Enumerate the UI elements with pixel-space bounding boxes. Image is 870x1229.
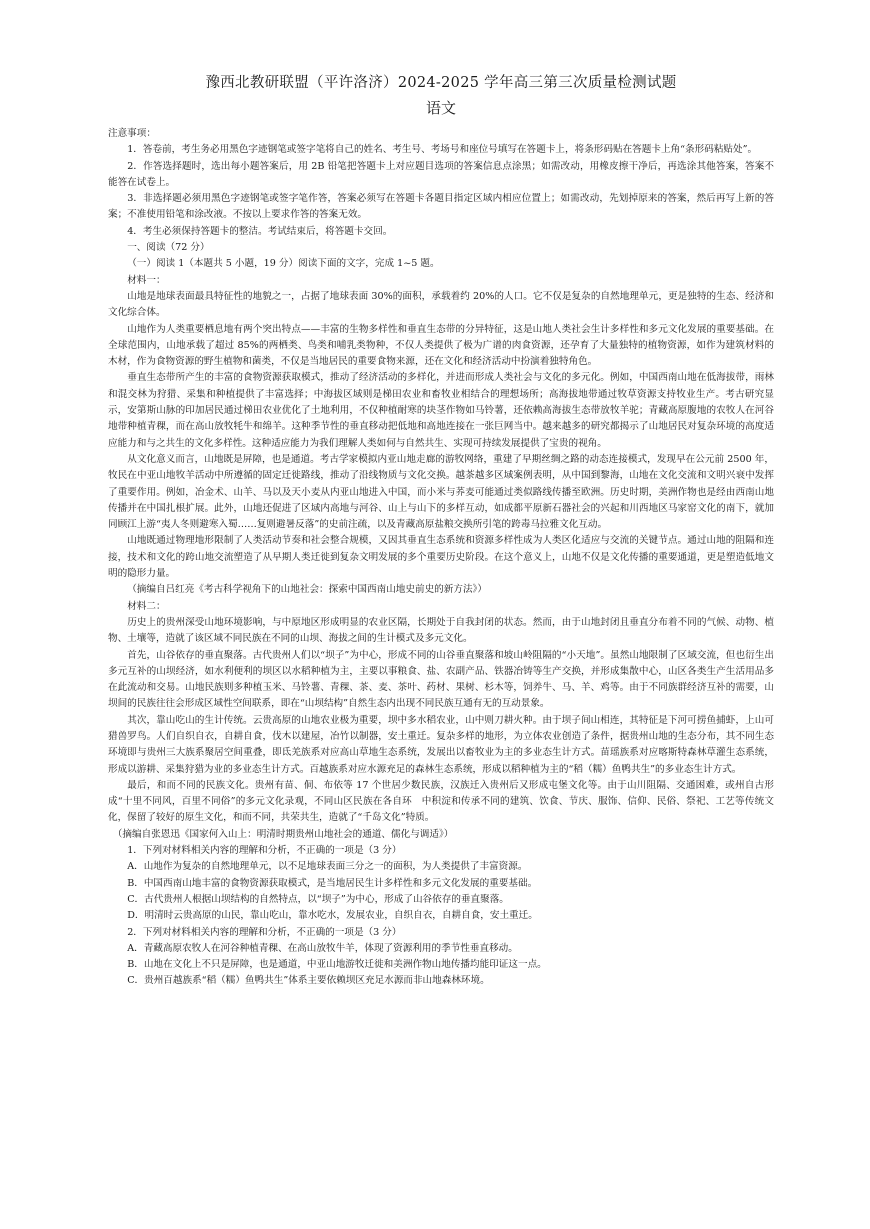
material-1-paragraph: 从文化意义而言，山地既是屏障，也是通道。考古学家模拟内亚山地走廊的游牧网络，重建了早期丝绸之路的动态连接模式，发现早在公元前 2500 年，牧民在中亚山地牧羊活动中所遵循的固定迁徙路线，推动了沿线物质与文化交换。越茶越多区域案例表明，从中国到黎海，山地在文化交流和文明兴衰中发挥了重要作用。例如，冶金术、山羊、马以及天小麦从内亚山地进入中国，而小米与荞麦可能通过类似路线传播至欧洲。历史时期，美洲作物也是经由西南山地传播并在中国扎根扩展。此外，山地还促进了区域内高地与河谷、山上与山下的多样互动，如成都平原新石器社会的兴起和川西地区马家窑文化的南下，就加同顾江上游“夷人冬则避寒入蜀……复则避暑反落”的史前注疏，以及青藏高原盐粮交换所引笔的跨毒马拉雅文化互动。 (108, 453, 774, 531)
notice-item-1: 1．答卷前，考生务必用黑色字迹钢笔或签字笔将自己的姓名、考生号、考场号和座位号填写在答题卡上，将条形码贴在答题卡上角“条形码粘贴处”。 (127, 144, 758, 156)
section-heading: 一、阅读（72 分） (127, 242, 210, 254)
question-2-option-c: C．贵州百越族系“稻（糯）鱼鸭共生”体系主要依赖坝区充足水源而非山地森林环境。 (127, 975, 490, 987)
material-2-paragraph: 最后，和而不同的民族文化。贵州有苗、侗、布依等 17 个世居少数民族，汉族迁入贵州后又形成屯堡文化等。由于山川阻隔、交通困难，或州自古形成“十里不同风，百里不同俗”的多元文化录观，不同山区民族在各自环 中积淀和传承不同的建筑、饮食、节庆、服饰、信仰、民俗、祭祀、工艺等传统文化，保留了较好的原生文化，和而不同，共荣共生，造就了“千岛文化”特质。 (108, 779, 774, 824)
notice-item-3: 3．非选择题必须用黑色字迹钢笔或签字笔作答，答案必须写在答题卡各题目指定区域内相应位置上；如需改动，先划掉原来的答案，然后再写上新的答案；不准使用铅笔和涂改液。不按以上要求作答的答案无效。 (108, 193, 774, 221)
material-1-paragraph: 垂直生态带所产生的丰富的食物资源获取模式，推动了经济活动的多样化，并进而形成人类社会与文化的多元化。例如，中国西南山地在低海拔带，雨林和混交林为狩猎、采集和种植提供了丰富选择；中海拔区域则是梯田农业和畜牧业相结合的理想场所；高海拔地带通过牧草资源支持牧业生产。考古研究显示，安第斯山脉的印加居民通过梯田农业优化了土地利用，不仅种植耐寒的块茎作物如马铃薯，还依赖高海拔生态带放牧羊驼；青藏高原腹地的农牧人在河谷地带种植青稞，而在高山放牧牦牛和绵羊。这种季节性的垂直移动把低地和高地连接在一张巨网当中。越来越多的研究都揭示了山地居民对复杂环境的高度适应能力和与之共生的文化多样性。这种适应能力为我们理解人类如何与自然共生、实现可持续发展提供了宝贵的视角。 (108, 372, 774, 449)
question-2-option-a: A．青藏高原农牧人在河谷种植青稞、在高山放牧牛羊，体现了资源利用的季节性垂直移动。 (127, 942, 518, 954)
material-1-source: （摘编自吕红亮《考古科学视角下的山地社会：探索中国西南山地史前史的新方法》） (127, 584, 487, 596)
notice-item-4: 4．考生必须保持答题卡的整洁。考试结束后，将答题卡交回。 (127, 225, 393, 237)
question-2-option-b: B．山地在文化上不只是屏障，也是通道，中亚山地游牧迁徙和美洲作物山地传播均能印证这一点。 (127, 959, 547, 971)
material-2-paragraph: 其次，靠山吃山的生计传统。云贵高原的山地农业极为重要，坝中多水稻农业，山中则刀耕火种。由于坝子间山相连，其特征是下河可捞鱼捕虾，上山可猎兽罗鸟。人们自织自衣，自耕自食，伐木以建屋，冶竹以制器，安土重迁。复杂多样的地形，为立体农业创造了条件，据贵州山地的生态分布，其不同生态环境即与贵州三大族系聚居空间重叠，即氐羌族系对应高山草地生态系统，发展出以畜牧业为主的多业态生计方式。苗瑶族系对应喀斯特森林草灌生态系统，形成以游耕、采集狩猎为业的多业态生计方式。百越族系对应水源充足的森林生态系统，形成以稻种植为主的“稻（糯）鱼鸭共生”的多业态生计方式。 (108, 714, 774, 775)
notice-item-2: 2．作答选择题时，选出每小题答案后，用 2B 铅笔把答题卡上对应题目选项的答案信息点涂黑；如需改动，用橡皮擦干净后，再选涂其他答案，答案不能答在试卷上。 (108, 160, 774, 188)
exam-title: 豫西北教研联盟（平许洛济）2024-2025 学年高三第三次质量检测试题 (205, 75, 677, 91)
material-1-paragraph: 山地作为人类重要栖息地有两个突出特点——丰富的生物多样性和垂直生态带的分异特征，这是山地人类社会生计多样性和多元文化发展的重要基础。在全球范围内，山地承载了超过 85%的两栖类、鸟类和哺乳类物种，不仅人类提供了极为广谱的肉食资源，还孕育了大量独特的植物资源，如作为建筑材料的木材，作为食物资源的野生植物和菌类，不仅是当地居民的重要食物来源，还在文化和经济活动中扮演着独特角色。 (108, 323, 774, 368)
material-1-paragraph: 山地是地球表面最具特征性的地貌之一，占据了地球表面 30%的面积，承载着约 20%的人口。它不仅是复杂的自然地理单元，更是独特的生态、经济和文化综合体。 (108, 290, 774, 319)
material-2-label: 材料二： (127, 600, 166, 612)
material-2-paragraph: 历史上的贵州深受山地环境影响，与中原地区形成明显的农业区隔，长期处于自我封闭的状态。然而，由于山地封闭且垂直分布着不同的气候、动物、植物、土壤等，造就了该区域不同民族在不同的山坝、海拔之间的生计模式及多元文化。 (108, 616, 774, 645)
material-1-label: 材料一： (127, 274, 166, 286)
question-1-option-b: B．中国西南山地丰富的食物资源获取模式，是当地居民生计多样性和多元文化发展的重要基础。 (127, 877, 538, 889)
question-2-stem: 2．下列对材料相关内容的理解和分析，不正确的一项是（3 分） (127, 926, 402, 938)
question-1-option-a: A．山地作为复杂的自然地理单元，以不足地球表面三分之一的面积，为人类提供了丰富资源。 (127, 861, 528, 873)
question-1-stem: 1．下列对材料相关内容的理解和分析，不正确的一项是（3 分） (127, 845, 402, 857)
material-2-source: （摘编自张恩迅《国家何入山上：明清时期贵州山地社会的通道、儒化与调适》） (112, 828, 454, 840)
exam-subject: 语文 (425, 99, 456, 117)
question-1-option-c: C．古代贵州人根据山坝结构的自然特点，以“坝子”为中心，形成了山谷依存的垂直聚落。 (127, 893, 509, 905)
part-instruction: （一）阅读 1（本题共 5 小题，19 分）阅读下面的文字，完成 1~5 题。 (127, 258, 440, 270)
material-2-paragraph: 首先，山谷依存的垂直聚落。古代贵州人们以“坝子”为中心，形成不同的山谷垂直聚落和坡山岭阻隔的“小天地”。虽然山地限制了区域交流，但也衍生出多元互补的山坝经济，如水利便利的坝区以水稻种植为主，主要以事粮食、盐、农副产品、铁器冶铸等生产交换，并形成集散中心，山区各类生产生活用品多在此流动和交易。山地民族则多种植玉米、马铃薯、青稞、茶、麦、茶叶、药材、果树、杉木等，饲养牛、马、羊、鸡等。由于不同族群经济互补的需要，山坝间的民族往往会形成区域性空间联系，即在“山坝结构”自然生态内出现不同民族互通有无的互动景象。 (108, 649, 774, 710)
notes-heading: 注意事项： (108, 128, 156, 139)
material-1-paragraph: 山地既通过物理地形限制了人类活动节奏和社会整合规模，又因其垂直生态系统和资源多样性成为人类区化适应与交流的关键节点。通过山地的阻隔和连接，技术和文化的跨山地交流塑造了从早期人类迁徙到复杂文明发展的多个重要历史阶段。在这个意义上，山地不仅是文化传播的重要通道，更是塑造低地文明的隐形力量。 (108, 535, 774, 580)
question-1-option-d: D．明清时云贵高原的山民，靠山吃山，靠水吃水，发展农业，自织自衣，自耕自食，安土重迁。 (127, 910, 538, 922)
